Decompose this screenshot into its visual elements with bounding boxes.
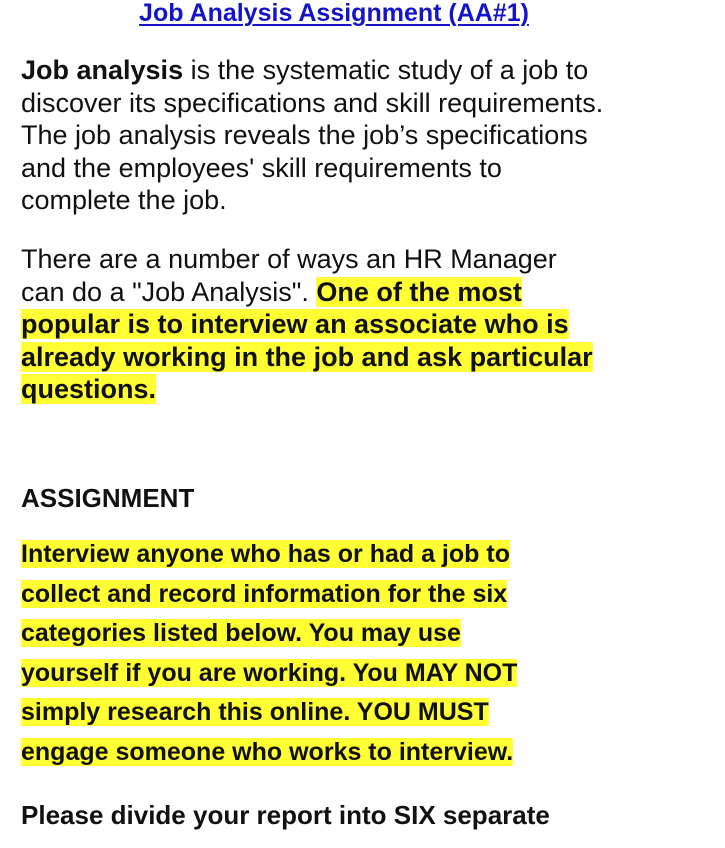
assignment-highlight-line-6: engage someone who works to interview. xyxy=(21,737,514,766)
intro-line-5: complete the job. xyxy=(21,185,227,215)
methods-line-2-plain: can do a "Job Analysis". xyxy=(21,276,317,307)
methods-line-3 xyxy=(21,308,711,341)
intro-line-1-rest: is the systematic study of a job to xyxy=(183,55,589,85)
assignment-line xyxy=(21,575,711,615)
methods-line-2 xyxy=(21,276,711,309)
assignment-line xyxy=(21,654,711,694)
methods-highlight-start: One of the most xyxy=(316,276,522,307)
methods-line-1: There are a number of ways an HR Manager xyxy=(21,244,557,274)
intro-line-4: and the employees' skill requirements to xyxy=(21,152,502,183)
methods-line-4 xyxy=(21,341,711,374)
intro-line-3: The job analysis reveals the job’s specifications xyxy=(21,120,588,150)
assignment-heading: ASSIGNMENT xyxy=(21,483,195,513)
assignment-highlight-line-3: categories listed below. You may use xyxy=(21,619,461,647)
report-line-1: Please divide your report into SIX separate xyxy=(21,800,550,830)
report-instructions xyxy=(21,797,711,833)
assignment-line xyxy=(21,535,711,575)
intro-paragraph xyxy=(21,54,711,217)
methods-highlight-line-3: popular is to interview an associate who is xyxy=(21,309,569,339)
intro-term: Job analysis xyxy=(21,55,184,85)
assignment-line xyxy=(21,614,711,654)
assignment-line xyxy=(21,693,711,733)
assignment-line xyxy=(21,733,711,773)
assignment-paragraph xyxy=(21,535,711,772)
methods-line-5 xyxy=(21,373,711,406)
methods-highlight-line-5: questions. xyxy=(21,374,157,404)
methods-paragraph xyxy=(21,243,711,406)
intro-line-1 xyxy=(21,54,711,87)
intro-line-2: discover its specifications and skill requirements. xyxy=(21,87,604,118)
assignment-highlight-line-5: simply research this online. YOU MUST xyxy=(21,698,489,726)
methods-highlight-line-4: already working in the job and ask particular xyxy=(21,341,593,372)
assignment-highlight-line-2: collect and record information for the six xyxy=(21,579,508,608)
assignment-highlight-line-1: Interview anyone who has or had a job to xyxy=(21,540,510,568)
document-title: Job Analysis Assignment (AA#1) xyxy=(139,0,529,27)
assignment-highlight-line-4: yourself if you are working. You MAY NOT xyxy=(21,658,518,687)
